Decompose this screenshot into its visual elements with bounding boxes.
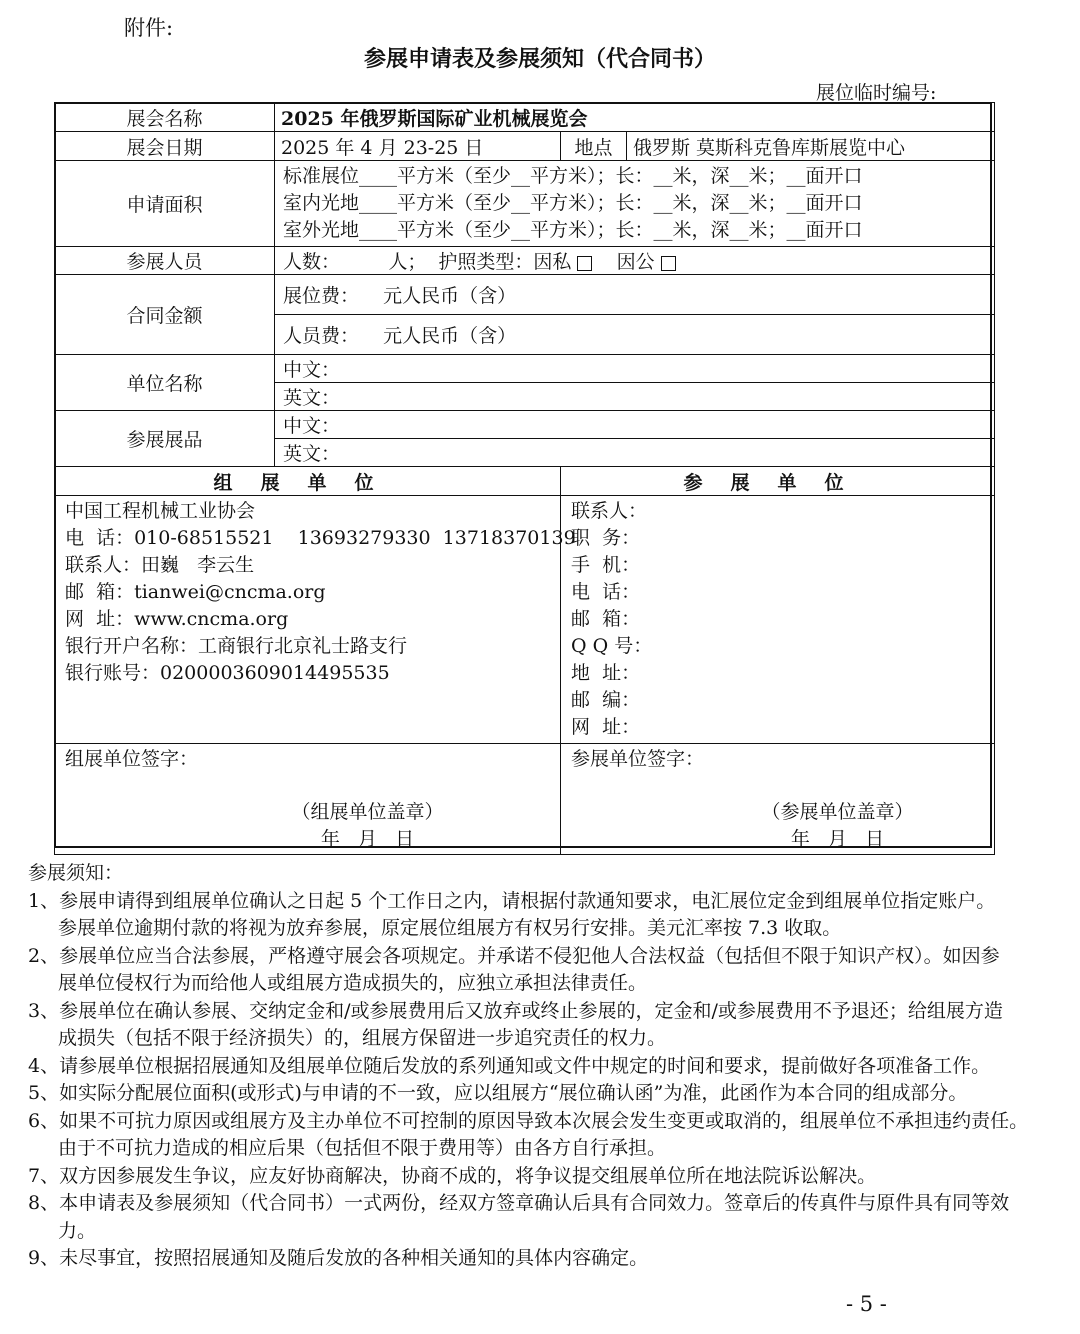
note-1-cont: 参展单位逾期付款的将视为放弃参展，原定展位组展方有权另行安排。美元汇率按 7.3 收取。 [58,917,842,939]
exhibitor-address-field[interactable]: 地 址： [571,662,641,684]
exhibitor-qq-field[interactable]: Q Q 号： [571,635,653,657]
booth-fee-field[interactable]: 展位费： 元人民币（含） [275,275,995,315]
organizer-info [55,496,576,744]
organizer-name: 中国工程机械工业协会 [65,500,256,522]
note-7: 7、双方因参展发生争议，应友好协商解决，协商不成的，将争议提交组展单位所在地法院诉讼解决。 [28,1164,877,1187]
note-4: 4、请参展单位根据招展通知及组展单位随后发放的系列通知或文件中规定的时间和要求，提前做好各项准备工作。 [28,1054,991,1077]
company-label: 单位名称 [55,355,275,411]
organizer-website: 网 址：www.cncma.org [65,608,289,630]
exhibition-date-label: 展会日期 [55,132,275,161]
exhibitor-signature-box[interactable] [561,744,995,855]
exhibitor-info[interactable] [561,496,995,744]
application-form [54,102,995,855]
organizer-phone: 电 话：010-68515521 13693279330 13718370139 [65,527,576,549]
standard-booth-line: 标准展位____平方米（至少__平方米）；长：__米，深__米；__面开口 [283,165,863,187]
exhibitor-header: 参展单位 [561,467,995,496]
note-9: 9、未尽事宜，按照招展通知及随后发放的各种相关通知的具体内容确定。 [28,1247,649,1269]
exhibitor-phone-field[interactable]: 电 话： [571,581,641,603]
page-title: 参展申请表及参展须知（代合同书） [363,46,716,72]
note-8-cont: 力。 [58,1219,97,1242]
exhibitor-date: 年 月 日 [790,828,885,850]
area-label: 申请面积 [55,161,275,247]
note-5: 5、如实际分配展位面积(或形式)与申请的不一致，应以组展方“展位确认函”为准，此函作为本合同的组成部分。 [28,1082,968,1104]
organizer-signature-box[interactable] [55,744,561,855]
staff-fee-field[interactable]: 人员费： 元人民币（含） [275,315,995,355]
product-en-field[interactable]: 英文： [275,439,995,467]
note-2: 2、参展单位应当合法参展，严格遵守展会各项规定。并承诺不侵犯他人合法权益（包括但不限于知识产权）。如因参 [28,944,1000,967]
organizer-email: 邮 箱：tianwei@cncma.org [65,581,326,603]
private-passport-checkbox[interactable] [577,256,592,271]
note-1: 1、参展申请得到组展单位确认之日起 5 个工作日之内，请根据付款通知要求，电汇展位定金到组展单位指定账户。 [28,889,996,912]
indoor-space-line: 室内光地____平方米（至少__平方米）；长：__米，深__米；__面开口 [283,192,863,214]
product-cn-field[interactable]: 中文： [275,411,995,439]
organizer-date: 年 月 日 [320,828,415,850]
organizer-sign-label: 组展单位签字： [65,748,199,770]
amount-label: 合同金额 [55,275,275,355]
note-3: 3、参展单位在确认参展、交纳定金和/或参展费用后又放弃或终止参展的，定金和/或参展费用不予退还；给组展方造 [28,999,1003,1022]
exhibition-name-label: 展会名称 [55,103,275,132]
exhibitor-contact-field[interactable]: 联系人： [571,500,648,522]
page-number: - 5 - [846,1292,887,1316]
note-2-cont: 展单位侵权行为而给他人或组展方造成损失的，应独立承担法律责任。 [58,972,648,994]
exhibition-name: 2025 年俄罗斯国际矿业机械展览会 [275,103,995,132]
attachment-label: 附件: [124,16,174,40]
exhibitor-mobile-field[interactable]: 手 机： [571,554,641,576]
staff-field[interactable] [275,247,995,275]
exhibitor-sign-label: 参展单位签字： [571,748,705,770]
booth-temp-number: 展位临时编号: [816,82,937,104]
exhibitor-website-field[interactable]: 网 址： [571,716,641,738]
exhibition-location: 俄罗斯 莫斯科克鲁库斯展览中心 [627,132,995,161]
notes-title: 参展须知： [28,862,124,884]
staff-label: 参展人员 [55,247,275,275]
organizer-header: 组展单位 [55,467,561,496]
public-passport-label: 因公 [616,251,655,273]
note-6-cont: 由于不可抗力造成的相应后果（包括但不限于费用等）由各方自行承担。 [58,1137,667,1159]
company-cn-field[interactable]: 中文： [275,355,995,383]
organizer-bank-name: 银行开户名称：工商银行北京礼士路支行 [65,635,408,657]
product-label: 参展展品 [55,411,275,467]
note-8: 8、本申请表及参展须知（代合同书）一式两份，经双方签章确认后具有合同效力。签章后的传真件与原件具有同等效 [28,1192,1010,1214]
exhibitor-postcode-field[interactable]: 邮 编： [571,689,641,711]
staff-count: 人数： 人； 护照类型：因私 [283,251,572,273]
area-field[interactable] [275,161,995,247]
organizer-bank-account: 银行账号：0200003609014495535 [65,662,390,684]
exhibition-date: 2025 年 4 月 23-25 日 [275,132,561,161]
exhibitor-seal: （参展单位盖章） [761,801,914,823]
exhibitor-position-field[interactable]: 职 务： [571,527,641,549]
organizer-contact: 联系人：田巍 李云生 [65,554,255,576]
note-6: 6、如果不可抗力原因或组展方及主办单位不可控制的原因导致本次展会发生变更或取消的，组展单位不承担违约责任。 [28,1109,1029,1132]
location-label: 地点 [561,132,627,161]
note-3-cont: 成损失（包括不限于经济损失）的，组展方保留进一步追究责任的权力。 [58,1027,667,1049]
organizer-seal: （组展单位盖章） [291,801,444,823]
public-passport-checkbox[interactable] [661,256,676,271]
company-en-field[interactable]: 英文： [275,383,995,411]
exhibitor-email-field[interactable]: 邮 箱： [571,608,641,630]
notes-section [28,860,1063,1273]
outdoor-space-line: 室外光地____平方米（至少__平方米）；长：__米，深__米；__面开口 [283,219,863,241]
